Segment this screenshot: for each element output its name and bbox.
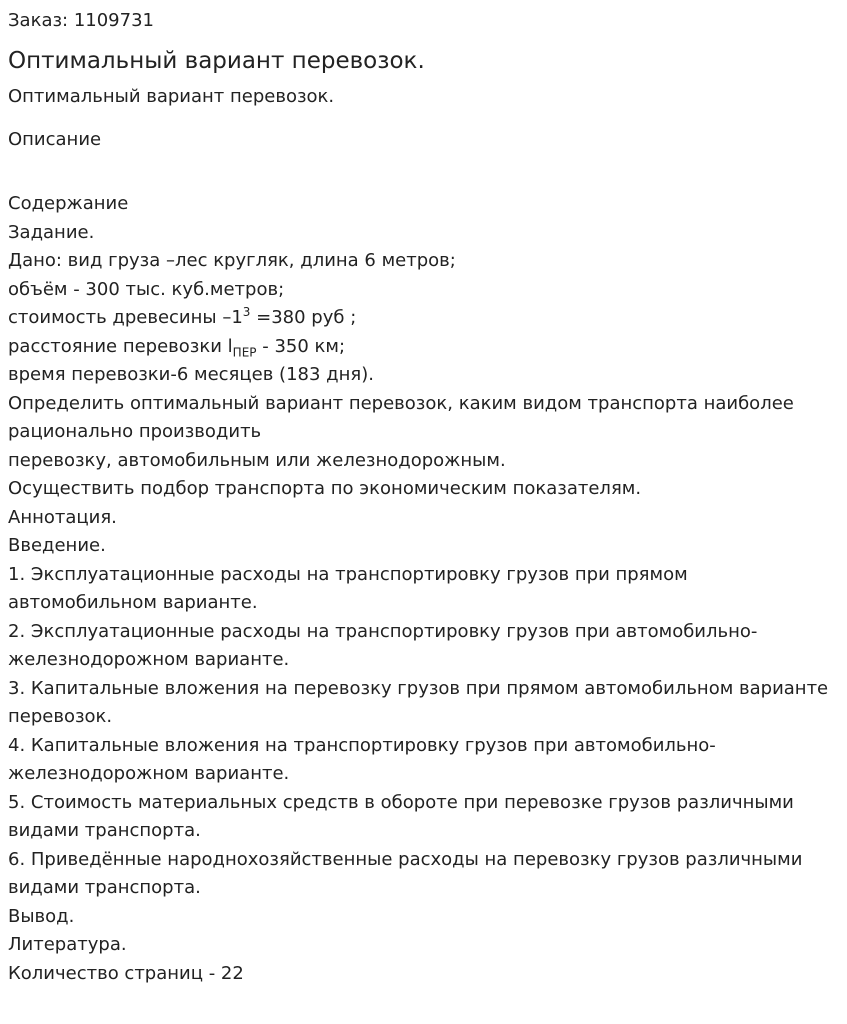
task-given: Дано: вид груза –лес кругляк, длина 6 метров;: [8, 250, 456, 271]
page-count: Количество страниц - 22: [8, 962, 244, 984]
page-subtitle: Оптимальный вариант перевозок.: [8, 86, 335, 107]
task-selection: Осуществить подбор транспорта по экономическим показателям.: [8, 478, 642, 499]
description-content: [8, 190, 839, 988]
section-item: Аннотация.: [8, 506, 117, 528]
task-distance: [8, 333, 839, 362]
task-goal-continued: перевозку, автомобильным или железнодорожным.: [8, 449, 506, 471]
section-item: 2. Эксплуатационные расходы на транспортировку грузов при автомобильно-железнодорожном варианте.: [8, 620, 758, 670]
task-goal: Определить оптимальный вариант перевозок, каким видом транспорта наиболее рационально производить: [8, 392, 794, 442]
section-item: 5. Стоимость материальных средств в обороте при перевозке грузов различными видами транспорта.: [8, 791, 794, 841]
section-item: Вывод.: [8, 905, 75, 927]
contents-heading: Содержание: [8, 193, 129, 214]
sections-list: [8, 504, 839, 960]
section-item: 3. Капитальные вложения на перевозку грузов при прямом автомобильном варианте перевозок.: [8, 677, 829, 727]
task-cost-exponent: 3: [242, 305, 251, 319]
section-item: 4. Капитальные вложения на транспортировку грузов при автомобильно-железнодорожном варианте.: [8, 734, 716, 784]
section-item: 6. Приведённые народнохозяйственные расходы на перевозку грузов различными видами транспорта.: [8, 848, 803, 898]
page-title: Оптимальный вариант перевозок.: [8, 48, 425, 74]
task-time: время перевозки-6 месяцев (183 дня).: [8, 364, 374, 385]
task-volume: объём - 300 тыс. куб.метров;: [8, 278, 285, 300]
section-item: 1. Эксплуатационные расходы на транспортировку грузов при прямом автомобильном варианте.: [8, 563, 688, 613]
task-cost-prefix: стоимость древесины –1: [8, 307, 243, 328]
task-distance-prefix: расстояние перевозки l: [8, 335, 233, 357]
task-distance-subscript: ПЕР: [232, 345, 257, 360]
order-number: Заказ: 1109731: [8, 10, 154, 31]
section-item: Литература.: [8, 934, 127, 955]
section-item: Введение.: [8, 535, 106, 556]
task-cost: [8, 304, 839, 333]
task-cost-suffix: =380 руб ;: [250, 307, 357, 328]
description-heading: Описание: [8, 129, 102, 150]
task-heading: Задание.: [8, 221, 95, 243]
task-distance-suffix: - 350 км;: [256, 335, 346, 357]
